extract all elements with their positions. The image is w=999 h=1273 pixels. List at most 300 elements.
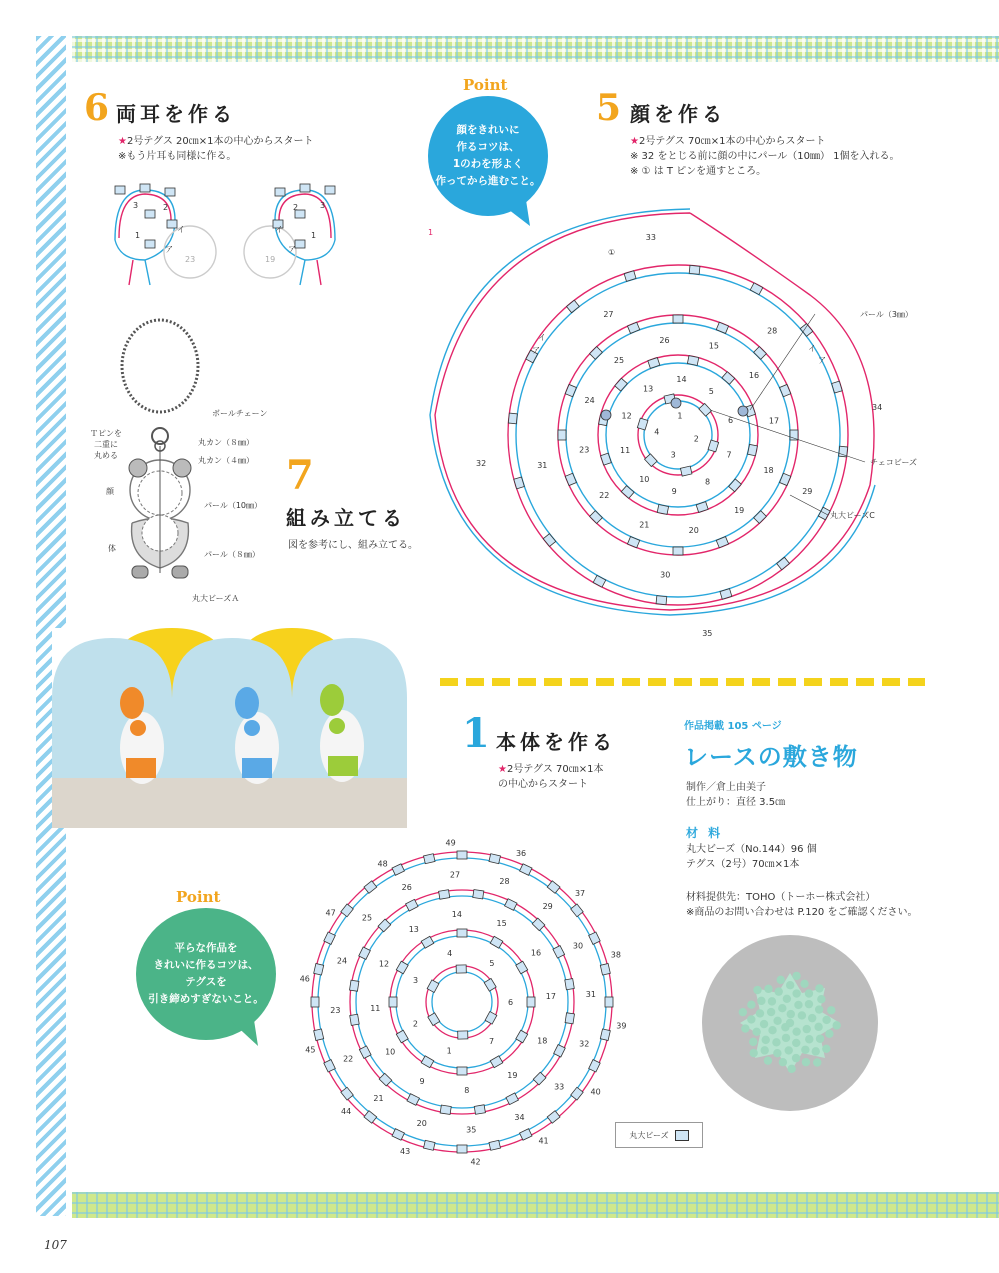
bead-number: 42 bbox=[470, 1157, 481, 1167]
bead bbox=[389, 997, 397, 1007]
bead bbox=[424, 854, 436, 864]
bead-number: 33 bbox=[645, 233, 656, 243]
bead-number: 2 bbox=[693, 434, 699, 444]
product-info bbox=[686, 780, 785, 810]
bead-number: 31 bbox=[585, 989, 596, 999]
bead bbox=[748, 444, 758, 455]
bead bbox=[506, 1093, 519, 1105]
step5-notes bbox=[630, 134, 900, 179]
pearl-bead bbox=[773, 1017, 781, 1025]
bead-number: 17 bbox=[545, 991, 556, 1001]
pearl-bead bbox=[747, 1015, 755, 1023]
bead-number: 5 bbox=[489, 959, 495, 969]
bead bbox=[790, 430, 798, 440]
step6-notes bbox=[118, 134, 313, 164]
bead bbox=[621, 486, 634, 499]
ear-label: 3 bbox=[320, 201, 326, 210]
point2-line: 平らな作品を bbox=[174, 942, 238, 954]
bead bbox=[565, 473, 576, 485]
bead bbox=[364, 1111, 377, 1123]
bead-number: 7 bbox=[488, 1037, 495, 1047]
bead bbox=[680, 466, 692, 476]
bead bbox=[648, 358, 660, 369]
bead-number: 12 bbox=[378, 959, 390, 969]
pearl-bead bbox=[768, 997, 776, 1005]
ear-label: 23 bbox=[185, 255, 196, 264]
bead bbox=[324, 1060, 336, 1072]
bead-number: 9 bbox=[671, 486, 677, 496]
bead bbox=[314, 964, 324, 976]
bead bbox=[696, 502, 708, 513]
ear-label: 2 bbox=[293, 203, 299, 212]
bead bbox=[750, 283, 763, 295]
step6-note1: 2号テグス 20㎝×1本の中心からスタート bbox=[126, 136, 314, 147]
ear-label: 1 bbox=[135, 231, 141, 240]
bead-number: 21 bbox=[373, 1094, 384, 1104]
pearl-bead bbox=[756, 1009, 764, 1017]
bead bbox=[543, 534, 556, 547]
bead bbox=[457, 851, 467, 859]
bead-number: 31 bbox=[537, 460, 548, 470]
bead-number: 43 bbox=[400, 1147, 411, 1157]
bead bbox=[687, 356, 698, 366]
pearl-bead bbox=[785, 1046, 793, 1054]
pearl-bead bbox=[757, 997, 765, 1005]
bead bbox=[800, 324, 813, 337]
ear-label: イ bbox=[177, 225, 185, 234]
bead-number: 40 bbox=[590, 1087, 601, 1097]
bead bbox=[722, 372, 735, 385]
step5-number: 5 bbox=[596, 87, 622, 129]
bead bbox=[720, 589, 732, 600]
marudai-a-label: 丸大ビーズＡ bbox=[192, 594, 240, 603]
ball-chain-label: ボールチェーン bbox=[212, 409, 268, 418]
ear-label: ア bbox=[165, 245, 173, 254]
bead-number: 13 bbox=[643, 384, 654, 394]
bead bbox=[754, 511, 767, 524]
face-diagram bbox=[410, 205, 930, 638]
bead bbox=[565, 979, 575, 990]
bead-number: 3 bbox=[413, 976, 419, 986]
pearl-bead bbox=[760, 1020, 768, 1028]
ear-label: ア bbox=[288, 245, 296, 254]
step1-notes bbox=[498, 762, 603, 792]
bead-number: 8 bbox=[464, 1085, 470, 1095]
bead bbox=[590, 347, 603, 360]
bead-number: 28 bbox=[499, 876, 510, 886]
bead bbox=[485, 1012, 497, 1025]
bead bbox=[440, 1105, 451, 1114]
bead-number: 10 bbox=[385, 1047, 396, 1057]
pearl-bead bbox=[752, 1028, 760, 1036]
bead bbox=[424, 1140, 436, 1150]
bead-number: 47 bbox=[325, 908, 336, 918]
bead-number: 16 bbox=[530, 948, 542, 958]
bead-number: 32 bbox=[476, 459, 487, 469]
bead-number: 4 bbox=[654, 427, 660, 437]
step7-number: 7 bbox=[286, 452, 314, 499]
material-item: 丸大ビーズ（No.144）96 個 bbox=[686, 844, 817, 855]
bead bbox=[458, 1031, 468, 1039]
pearl10-label: パール（10㎜） bbox=[204, 501, 263, 510]
bead-number: 37 bbox=[574, 888, 586, 898]
ear-diagram bbox=[105, 180, 355, 290]
bead bbox=[489, 854, 501, 864]
bead bbox=[689, 265, 700, 274]
ring8-label: 丸カン（８㎜） bbox=[198, 438, 254, 447]
material-item: テグス（2号）70㎝×1本 bbox=[686, 859, 800, 870]
step5-note2: ※ 32 をとじる前に顔の中にパール（10㎜） 1個を入れる。 bbox=[630, 151, 900, 162]
pearl-bead bbox=[760, 1046, 768, 1054]
bead-number: 20 bbox=[688, 525, 699, 535]
bead-number: 6 bbox=[727, 415, 734, 425]
pearl-bead bbox=[816, 1035, 824, 1043]
bead bbox=[532, 918, 545, 931]
bead-number: 16 bbox=[748, 370, 760, 380]
bead-number: 28 bbox=[767, 326, 778, 336]
bead bbox=[457, 1145, 467, 1153]
bead-number: 22 bbox=[599, 491, 610, 501]
bead bbox=[699, 403, 712, 416]
bead bbox=[593, 575, 606, 587]
bead bbox=[600, 1029, 610, 1041]
bottom-check-border bbox=[72, 1192, 999, 1218]
bead-number: 19 bbox=[507, 1070, 518, 1080]
bead-number: 30 bbox=[572, 941, 584, 951]
bead bbox=[565, 1013, 574, 1024]
pearl-bead bbox=[822, 1016, 830, 1024]
bead bbox=[457, 929, 467, 937]
pearl-bead bbox=[800, 980, 808, 988]
bead-number: 1 bbox=[677, 411, 683, 421]
bead-number: 34 bbox=[871, 402, 883, 412]
point1-bubble bbox=[428, 96, 548, 216]
point2-line: きれいに作るコツは、 bbox=[153, 959, 259, 971]
bead bbox=[565, 384, 576, 396]
point2-line: 引き締めすぎないこと。 bbox=[148, 993, 264, 1005]
point2-line: テグスを bbox=[185, 976, 227, 988]
bead-number: 24 bbox=[336, 956, 348, 966]
bead bbox=[716, 322, 728, 333]
pearl-bead bbox=[805, 1000, 813, 1008]
pearl-bead bbox=[798, 1011, 806, 1019]
star-icon: ★ bbox=[630, 136, 639, 147]
pearl-bead bbox=[749, 1049, 757, 1057]
ear-label: 19 bbox=[265, 255, 276, 264]
bead bbox=[489, 1140, 501, 1150]
bead bbox=[520, 864, 532, 876]
pearl-bead bbox=[741, 1024, 749, 1032]
step6-number: 6 bbox=[84, 87, 110, 129]
step5-note1: 2号テグス 70㎝×1本の中心からスタート bbox=[638, 136, 826, 147]
bead bbox=[514, 477, 525, 489]
bead-number: 3 bbox=[670, 450, 676, 460]
bead bbox=[567, 300, 580, 313]
pearl-bead bbox=[764, 1056, 772, 1064]
tpin-mark: ① bbox=[608, 248, 616, 257]
pearl-bead bbox=[792, 972, 800, 980]
bead bbox=[392, 1129, 404, 1141]
bead-number: 35 bbox=[466, 1125, 477, 1135]
bead-number: 8 bbox=[704, 477, 711, 487]
bead-number: 35 bbox=[702, 628, 713, 638]
step7-note: 図を参考にし、組み立てる。 bbox=[288, 540, 418, 551]
bead bbox=[439, 890, 450, 900]
bead bbox=[589, 1060, 601, 1072]
bead-number: 36 bbox=[515, 848, 527, 858]
ear-label: イ bbox=[275, 225, 283, 234]
bead bbox=[780, 384, 791, 396]
bead bbox=[427, 980, 439, 993]
bead bbox=[571, 904, 583, 917]
bead-number: 18 bbox=[537, 1036, 548, 1046]
bead-number: 1 bbox=[446, 1046, 452, 1056]
bead-number: 38 bbox=[610, 950, 621, 960]
step5-note3: ※ ① は T ピンを通すところ。 bbox=[630, 166, 767, 177]
bead bbox=[673, 547, 683, 555]
bead bbox=[314, 1029, 324, 1041]
bead-number: 41 bbox=[538, 1136, 549, 1146]
bead bbox=[311, 997, 319, 1007]
bead-number: 12 bbox=[621, 411, 632, 421]
bead bbox=[392, 864, 404, 876]
bead-number: 15 bbox=[708, 341, 719, 351]
bead bbox=[378, 919, 391, 932]
bead bbox=[533, 1072, 546, 1085]
bead bbox=[571, 1087, 583, 1100]
bead bbox=[341, 904, 353, 917]
bead bbox=[832, 381, 843, 393]
step6-note2: ※もう片耳も同様に作る。 bbox=[118, 151, 237, 162]
bead bbox=[600, 964, 610, 976]
point2-label: Point bbox=[176, 888, 221, 906]
start-label: 1 bbox=[428, 228, 434, 237]
bead bbox=[716, 537, 728, 548]
pearl8-label: パール（８㎜） bbox=[204, 550, 260, 559]
pearl-bead bbox=[768, 1026, 776, 1034]
bead bbox=[508, 413, 517, 424]
pearl-bead bbox=[773, 1049, 781, 1057]
bead-number: 7 bbox=[726, 450, 732, 460]
page-number: 107 bbox=[44, 1238, 67, 1252]
bead-number: 33 bbox=[554, 1082, 565, 1092]
bead-number: 4 bbox=[447, 949, 453, 959]
bead-number: 6 bbox=[507, 998, 514, 1008]
step7-title: 組み立てる bbox=[286, 506, 406, 530]
pearl-bead bbox=[802, 1058, 810, 1066]
ring-letter: ア bbox=[818, 356, 826, 365]
star-icon: ★ bbox=[498, 764, 507, 775]
step1-note-line: の中心からスタート bbox=[498, 779, 588, 790]
pearl-bead bbox=[812, 1047, 820, 1055]
pearl-bead bbox=[775, 987, 783, 995]
bead bbox=[473, 890, 484, 899]
bead bbox=[558, 430, 566, 440]
bead bbox=[359, 947, 371, 960]
bead-number: 13 bbox=[408, 925, 419, 935]
bead-number: 19 bbox=[734, 505, 745, 515]
bead bbox=[428, 1013, 440, 1026]
bead bbox=[605, 997, 613, 1007]
pearl-bead bbox=[792, 989, 800, 997]
bead-number: 29 bbox=[802, 487, 813, 497]
bead-number: 21 bbox=[639, 520, 650, 530]
point1-line: 作ってから進むこと。 bbox=[435, 175, 541, 187]
pearl-bead bbox=[794, 1001, 802, 1009]
marudai-c-label: 丸大ビーズC bbox=[830, 511, 875, 520]
pearl-bead bbox=[815, 1005, 823, 1013]
pearl-bead bbox=[825, 1030, 833, 1038]
bead bbox=[341, 1087, 353, 1100]
bead bbox=[615, 378, 628, 391]
point1-label: Point bbox=[463, 76, 508, 94]
pearl3-label: パール（3㎜） bbox=[860, 310, 913, 319]
bead-number: 30 bbox=[660, 570, 671, 580]
point1-line: 1のわを形よく bbox=[452, 158, 524, 170]
bead bbox=[601, 453, 612, 465]
bead bbox=[350, 1014, 360, 1025]
pearl-bead bbox=[805, 989, 813, 997]
bead bbox=[520, 1129, 532, 1141]
czech-label: チェコビーズ bbox=[870, 458, 918, 467]
bead bbox=[396, 961, 408, 974]
bead-number: 26 bbox=[659, 336, 670, 346]
dashed-divider bbox=[440, 678, 925, 686]
supplier: 材料提供先：TOHO（トーホー株式会社） bbox=[686, 892, 876, 903]
bead bbox=[516, 961, 528, 974]
bead-number: 34 bbox=[514, 1112, 525, 1122]
bead bbox=[553, 946, 565, 959]
bead-number: 10 bbox=[639, 474, 650, 484]
bead-number: 5 bbox=[708, 387, 714, 397]
pearl-bead bbox=[815, 984, 823, 992]
pearl-bead bbox=[817, 995, 825, 1003]
pearl-bead bbox=[787, 1010, 795, 1018]
bead bbox=[708, 440, 719, 452]
pearl-bead bbox=[753, 986, 761, 994]
bead bbox=[421, 936, 434, 948]
step1-note-line: 2号テグス 70㎝×1本 bbox=[506, 764, 604, 775]
pearl-bead bbox=[792, 1039, 800, 1047]
legend-swatch bbox=[675, 1130, 689, 1141]
pearl-bead bbox=[814, 1023, 822, 1031]
bead bbox=[645, 454, 658, 467]
pearl-bead bbox=[787, 1065, 795, 1073]
bead-number: 14 bbox=[676, 375, 687, 385]
bead bbox=[474, 1105, 485, 1115]
bead bbox=[324, 932, 336, 944]
body-label: 体 bbox=[108, 544, 116, 553]
point1-line: 顔をきれいに bbox=[456, 124, 520, 136]
bead bbox=[406, 899, 419, 911]
bead bbox=[364, 881, 377, 893]
pearl-bead bbox=[762, 1036, 770, 1044]
bead bbox=[547, 1111, 560, 1123]
step1-number: 1 bbox=[462, 710, 490, 757]
ear-label: 2 bbox=[163, 203, 169, 212]
bead-number: 39 bbox=[616, 1021, 627, 1031]
bead bbox=[456, 965, 466, 973]
pearl-bead bbox=[779, 1058, 787, 1066]
materials-list bbox=[686, 842, 817, 872]
bead bbox=[627, 537, 639, 548]
bead bbox=[589, 932, 601, 944]
pearl-bead bbox=[781, 1023, 789, 1031]
bead-number: 26 bbox=[401, 883, 412, 893]
bead-legend bbox=[615, 1122, 703, 1148]
bead-number: 11 bbox=[370, 1004, 381, 1014]
bead-number: 14 bbox=[451, 910, 462, 920]
pearl-bead bbox=[832, 1021, 840, 1029]
bead-number: 25 bbox=[361, 913, 373, 923]
step5-title: 顔を作る bbox=[630, 102, 726, 126]
bead-number: 17 bbox=[768, 416, 780, 426]
bead-number: 32 bbox=[579, 1039, 590, 1049]
pearl-bead bbox=[778, 1004, 786, 1012]
bead bbox=[673, 315, 683, 323]
bead bbox=[554, 1045, 566, 1058]
bead-number: 9 bbox=[419, 1077, 425, 1087]
pub-reference: 作品掲載 105 ページ bbox=[684, 721, 782, 732]
materials-heading: 材 料 bbox=[686, 826, 724, 840]
top-check-border bbox=[72, 36, 999, 62]
bead-number: 49 bbox=[445, 838, 456, 848]
bead-number: 2 bbox=[412, 1019, 418, 1029]
ring4-label: 丸カン（４㎜） bbox=[198, 456, 254, 465]
pearl-bead bbox=[767, 1008, 775, 1016]
ring-letter: イ bbox=[538, 333, 546, 342]
lace-diagram bbox=[290, 840, 630, 1170]
bead-number: 46 bbox=[299, 974, 310, 984]
bead-number: 27 bbox=[603, 310, 614, 320]
bead bbox=[421, 1056, 434, 1068]
ear-label: 3 bbox=[133, 201, 139, 210]
bead bbox=[490, 1056, 503, 1068]
bead bbox=[754, 347, 767, 360]
step6-title: 両耳を作る bbox=[116, 102, 236, 126]
bead bbox=[818, 507, 830, 520]
pearl-bead bbox=[747, 1001, 755, 1009]
face-label: 顔 bbox=[106, 487, 114, 496]
lace-photo bbox=[700, 933, 880, 1113]
bead bbox=[729, 479, 742, 492]
bead bbox=[457, 1067, 467, 1075]
bead bbox=[359, 1046, 371, 1059]
bead bbox=[379, 1073, 392, 1086]
pearl-bead bbox=[808, 1014, 816, 1022]
bead bbox=[657, 505, 668, 515]
bead bbox=[396, 1030, 408, 1043]
bead-number: 11 bbox=[620, 446, 631, 456]
pearl-bead bbox=[782, 1034, 790, 1042]
pearl-bead bbox=[827, 1006, 835, 1014]
bead bbox=[407, 1094, 420, 1106]
bead bbox=[777, 557, 790, 570]
bead bbox=[780, 473, 791, 485]
finish-size: 仕上がり：直径 3.5㎝ bbox=[686, 797, 786, 808]
pearl-bead bbox=[764, 985, 772, 993]
pearl-bead bbox=[801, 1046, 809, 1054]
pearl-bead bbox=[813, 1058, 821, 1066]
bead bbox=[656, 596, 667, 605]
pearl-bead bbox=[783, 995, 791, 1003]
bead-number: 18 bbox=[763, 465, 774, 475]
bead-number: 48 bbox=[377, 859, 388, 869]
pearl-bead bbox=[739, 1008, 747, 1016]
pearl-bead bbox=[786, 981, 794, 989]
pearl-bead bbox=[772, 1038, 780, 1046]
bead bbox=[516, 1030, 528, 1043]
